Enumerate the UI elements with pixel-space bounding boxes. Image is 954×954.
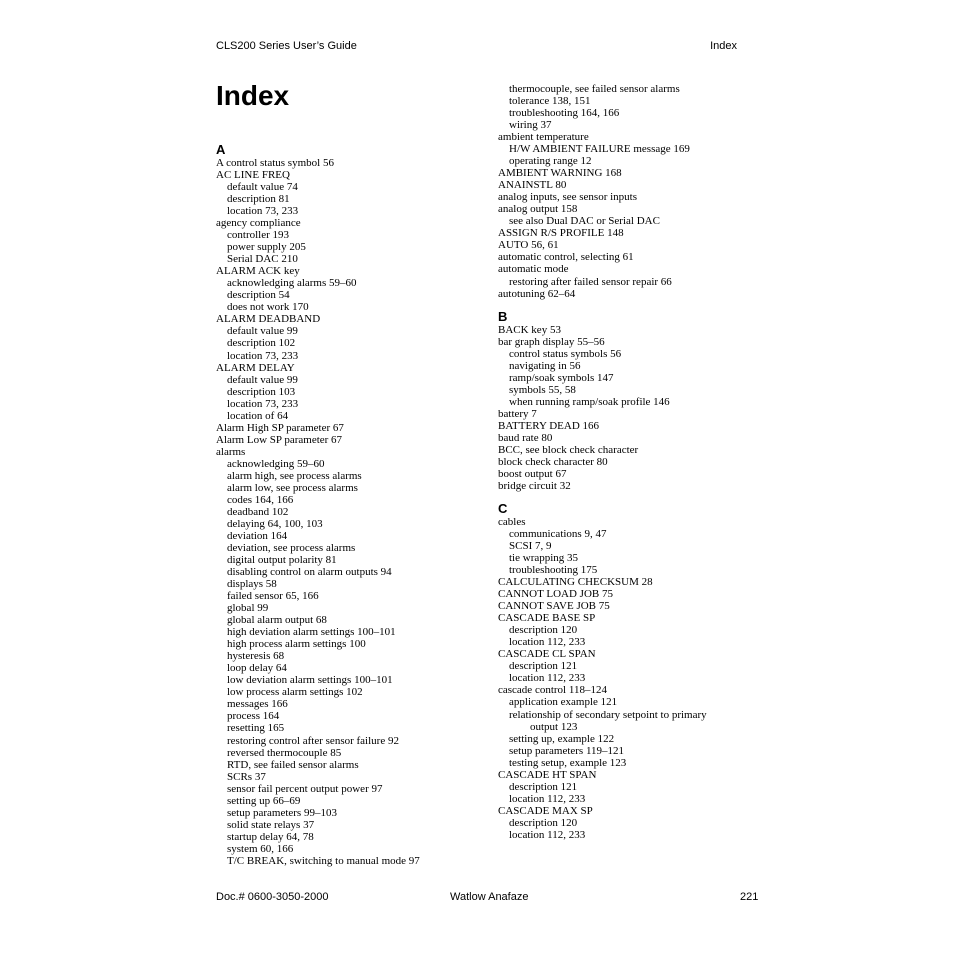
index-entry: AC LINE FREQ: [216, 169, 290, 182]
index-subentry: restoring after failed sensor repair 66: [509, 275, 672, 288]
index-entry: boost output 67: [498, 467, 567, 480]
index-subentry: loop delay 64: [227, 662, 287, 675]
index-subentry: description 120: [509, 624, 578, 637]
index-subentry: does not work 170: [227, 301, 309, 314]
index-subentry: RTD, see failed sensor alarms: [227, 758, 359, 771]
index-entry: BCC, see block check character: [498, 443, 639, 456]
index-entry: CASCADE BASE SP: [498, 612, 596, 625]
index-subentry: description 102: [227, 337, 296, 350]
index-subentry: reversed thermocouple 85: [227, 746, 342, 759]
index-entry: ASSIGN R/S PROFILE 148: [498, 227, 624, 240]
index-subentry: resetting 165: [227, 722, 285, 735]
index-entry: agency compliance: [216, 217, 301, 230]
index-entry: ALARM DELAY: [216, 361, 295, 374]
index-subentry: description 120: [509, 816, 578, 829]
index-subentry: hysteresis 68: [227, 650, 285, 663]
index-subentry: location 112, 233: [509, 828, 586, 841]
index-entry: CASCADE HT SPAN: [498, 768, 597, 781]
index-subentry: location of 64: [227, 409, 289, 422]
index-subentry: acknowledging 59–60: [227, 457, 325, 470]
index-subentry: power supply 205: [227, 241, 306, 254]
index-entry: CALCULATING CHECKSUM 28: [498, 576, 653, 589]
index-subentry: delaying 64, 100, 103: [227, 517, 323, 530]
index-subentry: symbols 55, 58: [509, 383, 576, 396]
index-subentry: application example 121: [509, 696, 618, 709]
index-entry: AMBIENT WARNING 168: [498, 167, 622, 180]
index-subentry: location 112, 233: [509, 672, 586, 685]
index-subentry: default value 74: [227, 181, 298, 194]
index-subentry: deviation, see process alarms: [227, 542, 356, 554]
index-entry: ANAINSTL 80: [498, 179, 567, 192]
index-entry: automatic control, selecting 61: [498, 251, 634, 264]
index-column-left: [216, 143, 420, 867]
index-subentry: SCRs 37: [227, 770, 266, 783]
index-subentry: description 103: [227, 385, 296, 398]
index-subentry: setup parameters 99–103: [227, 806, 337, 819]
index-subentry: ramp/soak symbols 147: [509, 371, 614, 384]
index-subentry: tie wrapping 35: [509, 552, 579, 565]
index-subentry: high process alarm settings 100: [227, 638, 366, 651]
index-entry: AUTO 56, 61: [498, 239, 559, 252]
index-entry: baud rate 80: [498, 431, 553, 444]
index-entry: BACK key 53: [498, 323, 561, 336]
index-subentry: setup parameters 119–121: [509, 744, 625, 757]
index-subentry: troubleshooting 175: [509, 564, 598, 577]
index-subentry: low deviation alarm settings 100–101: [227, 674, 393, 687]
index-subentry: sensor fail percent output power 97: [227, 782, 383, 795]
index-entry: block check character 80: [498, 455, 608, 468]
index-subentry: deadband 102: [227, 505, 289, 518]
index-entry: CANNOT LOAD JOB 75: [498, 588, 613, 601]
index-entry: analog output 158: [498, 203, 578, 216]
index-entry: cascade control 118–124: [498, 684, 607, 697]
index-subentry: SCSI 7, 9: [509, 540, 552, 553]
index-subentry: control status symbols 56: [509, 347, 622, 360]
index-entry: ALARM ACK key: [216, 265, 300, 278]
index-subentry: controller 193: [227, 229, 290, 242]
index-subentry: failed sensor 65, 166: [227, 590, 319, 603]
index-subentry: alarm low, see process alarms: [227, 481, 358, 494]
index-subentry: alarm high, see process alarms: [227, 469, 362, 482]
index-subentry: navigating in 56: [509, 359, 581, 372]
index-subentry: thermocouple, see failed sensor alarms: [509, 83, 680, 95]
index-subentry: communications 9, 47: [509, 528, 607, 541]
index-subentry: default value 99: [227, 373, 298, 386]
index-subentry: H/W AMBIENT FAILURE message 169: [509, 143, 690, 156]
index-subentry: when running ramp/soak profile 146: [509, 395, 670, 408]
index-entry: CANNOT SAVE JOB 75: [498, 600, 610, 613]
index-subentry: location 73, 233: [227, 349, 299, 362]
index-subentry: T/C BREAK, switching to manual mode 97: [227, 854, 420, 867]
index-subentry: process 164: [227, 710, 280, 723]
index-entry: automatic mode: [498, 263, 569, 276]
index-subentry: high deviation alarm settings 100–101: [227, 626, 396, 639]
running-header-left: CLS200 Series User’s Guide: [216, 40, 357, 52]
index-entry: bridge circuit 32: [498, 479, 571, 492]
index-subentry: default value 99: [227, 325, 298, 338]
index-entry: analog inputs, see sensor inputs: [498, 191, 638, 204]
index-entry: battery 7: [498, 407, 537, 420]
index-section-letter: C: [498, 501, 508, 516]
index-subentry: description 121: [509, 780, 578, 793]
index-subentry: operating range 12: [509, 155, 592, 168]
index-section-letter: A: [216, 142, 226, 157]
index-subentry: location 112, 233: [509, 792, 586, 805]
index-subentry: location 112, 233: [509, 636, 586, 649]
index-subentry: Serial DAC 210: [227, 253, 298, 266]
footer-doc-number: Doc.# 0600-3050-2000: [216, 891, 329, 903]
index-subentry: restoring control after sensor failure 92: [227, 734, 399, 747]
index-column-right: [498, 83, 707, 841]
index-subentry: disabling control on alarm outputs 94: [227, 566, 392, 579]
index-subentry: output 123: [530, 720, 578, 733]
index-subentry: description 54: [227, 289, 290, 302]
index-subentry: acknowledging alarms 59–60: [227, 277, 357, 290]
index-subentry: low process alarm settings 102: [227, 686, 363, 699]
index-subentry: setting up, example 122: [509, 732, 615, 745]
index-subentry: system 60, 166: [227, 842, 294, 855]
index-subentry: wiring 37: [509, 119, 552, 132]
index-subentry: global 99: [227, 602, 269, 615]
index-subentry: description 81: [227, 193, 290, 206]
index-entry: CASCADE CL SPAN: [498, 648, 596, 661]
index-entry: ALARM DEADBAND: [216, 313, 321, 326]
page-title: Index: [216, 80, 290, 111]
index-subentry: see also Dual DAC or Serial DAC: [509, 215, 660, 228]
index-subentry: troubleshooting 164, 166: [509, 107, 620, 120]
index-entry: autotuning 62–64: [498, 287, 576, 300]
index-subentry: testing setup, example 123: [509, 756, 627, 769]
index-entry: alarms: [216, 445, 246, 458]
index-subentry: relationship of secondary setpoint to primary: [509, 708, 707, 721]
index-section-letter: B: [498, 308, 508, 324]
index-entry: Alarm High SP parameter 67: [216, 421, 344, 434]
index-entry: ambient temperature: [498, 131, 589, 144]
index-subentry: messages 166: [227, 698, 288, 711]
index-entry: Alarm Low SP parameter 67: [216, 433, 343, 446]
index-entry: A control status symbol 56: [216, 157, 334, 169]
running-header-right: Index: [710, 40, 737, 52]
index-entry: cables: [498, 516, 526, 528]
index-subentry: setting up 66–69: [227, 794, 301, 807]
index-subentry: startup delay 64, 78: [227, 830, 314, 843]
index-subentry: location 73, 233: [227, 205, 299, 218]
index-subentry: description 121: [509, 660, 578, 673]
index-entry: CASCADE MAX SP: [498, 804, 593, 817]
index-entry: bar graph display 55–56: [498, 335, 605, 348]
footer-publisher: Watlow Anafaze: [450, 891, 529, 903]
index-subentry: digital output polarity 81: [227, 554, 337, 567]
index-subentry: deviation 164: [227, 529, 288, 542]
index-subentry: tolerance 138, 151: [509, 95, 591, 108]
index-subentry: global alarm output 68: [227, 614, 327, 627]
index-subentry: location 73, 233: [227, 397, 299, 410]
index-subentry: codes 164, 166: [227, 493, 294, 506]
index-subentry: solid state relays 37: [227, 818, 315, 831]
index-subentry: displays 58: [227, 578, 277, 591]
index-entry: BATTERY DEAD 166: [498, 419, 600, 432]
footer-page-number: 221: [740, 891, 759, 903]
